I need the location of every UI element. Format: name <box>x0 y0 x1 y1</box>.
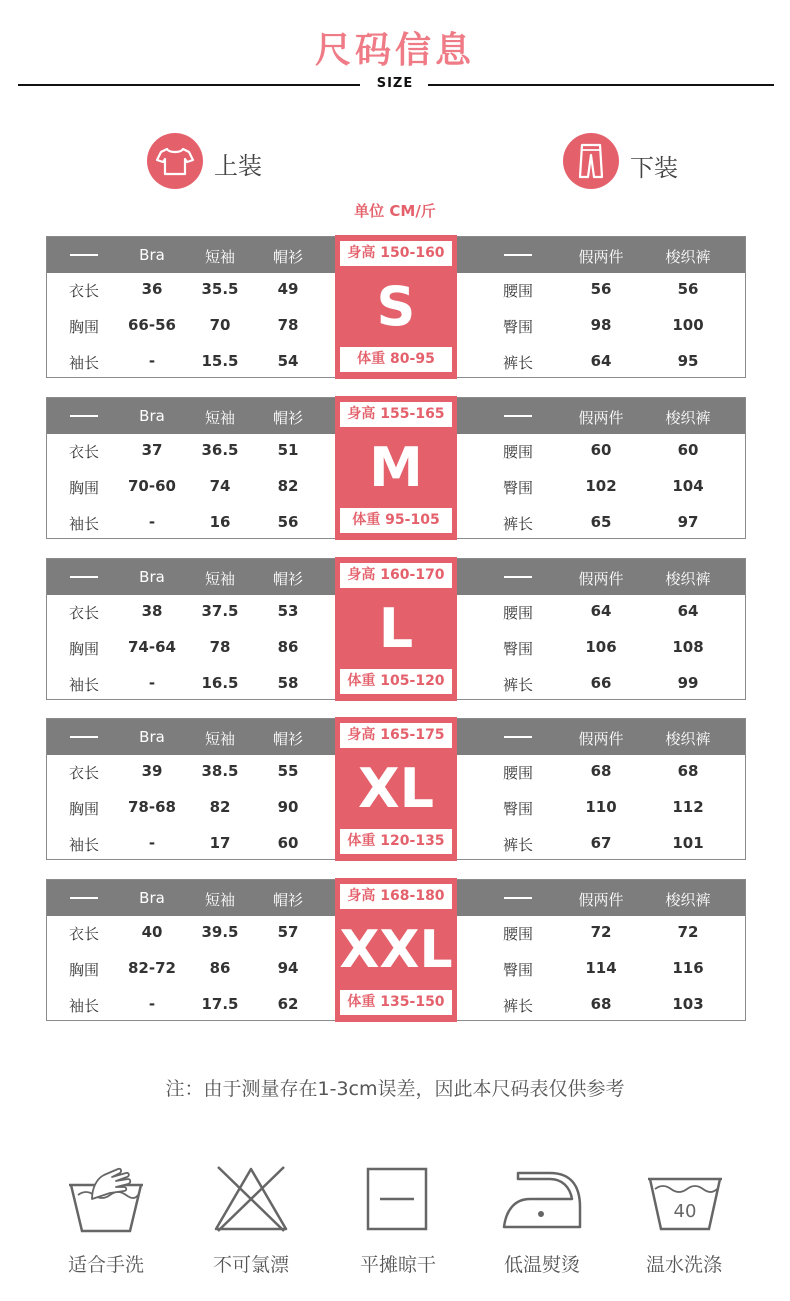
table-cell: - <box>148 834 156 852</box>
table-cell: 70 <box>209 316 231 334</box>
row-label: 腰围 <box>502 443 533 461</box>
category-bottom-label: 下装 <box>630 154 678 182</box>
size-letter: XL <box>357 757 435 820</box>
care-label-no-bleach: 不可氯漂 <box>212 1254 289 1276</box>
height-range: 身高 168-180 <box>340 884 452 909</box>
row-label: 裤长 <box>502 676 533 694</box>
header-bottom-col: 假两件 <box>578 248 624 266</box>
header-dash-top <box>70 254 98 256</box>
row-label: 袖长 <box>68 836 99 854</box>
table-cell: 62 <box>277 995 299 1013</box>
row-label: 腰围 <box>502 764 533 782</box>
table-cell: 90 <box>277 798 299 816</box>
table-cell: 82 <box>209 798 231 816</box>
size-table-xl <box>46 718 746 860</box>
header-dash-bottom <box>504 576 532 578</box>
table-cell: 36 <box>141 280 163 298</box>
table-cell: 15.5 <box>201 352 239 370</box>
table-cell: 64 <box>590 352 612 370</box>
row-label: 衣长 <box>68 282 99 300</box>
row-label: 裤长 <box>502 997 533 1015</box>
row-label: 衣长 <box>68 443 99 461</box>
table-cell: 110 <box>585 798 617 816</box>
header-top-col: 短袖 <box>204 570 235 588</box>
table-cell: 101 <box>672 834 704 852</box>
size-letter: M <box>369 436 423 499</box>
size-badge <box>335 235 457 379</box>
table-cell: 106 <box>585 638 617 656</box>
table-cell: 51 <box>277 441 299 459</box>
header-dash-bottom <box>504 897 532 899</box>
category-top-label: 上装 <box>214 152 262 180</box>
table-cell: 57 <box>277 923 299 941</box>
table-cell: 40 <box>141 923 163 941</box>
table-cell: 38 <box>141 602 163 620</box>
row-label: 胸围 <box>68 961 99 979</box>
row-label: 衣长 <box>68 764 99 782</box>
header-dash-top <box>70 415 98 417</box>
row-label: 裤长 <box>502 515 533 533</box>
table-cell: 60 <box>277 834 299 852</box>
hand-wash-icon <box>66 1165 146 1237</box>
table-cell: 16 <box>209 513 231 531</box>
row-label: 袖长 <box>68 997 99 1015</box>
table-cell: 17.5 <box>201 995 239 1013</box>
header-dash-bottom <box>504 415 532 417</box>
row-label: 臀围 <box>502 800 533 818</box>
table-cell: 53 <box>277 602 299 620</box>
row-label: 衣长 <box>68 604 99 622</box>
table-cell: 38.5 <box>201 762 239 780</box>
table-cell: 66 <box>590 674 612 692</box>
table-cell: 72 <box>677 923 699 941</box>
header-bottom-col: 梭织裤 <box>665 730 711 748</box>
header-top-col: 短袖 <box>204 248 235 266</box>
header-bottom-col: 梭织裤 <box>665 891 711 909</box>
table-cell: 37.5 <box>201 602 239 620</box>
table-cell: 99 <box>677 674 699 692</box>
table-cell: 55 <box>277 762 299 780</box>
header-bottom-col: 假两件 <box>578 570 624 588</box>
table-cell: 56 <box>277 513 299 531</box>
header-top-col: 帽衫 <box>272 409 303 427</box>
header-bottom-col: 假两件 <box>578 891 624 909</box>
row-label: 臀围 <box>502 479 533 497</box>
row-label: 裤长 <box>502 354 533 372</box>
header-top-col: Bra <box>139 889 165 907</box>
header-top-col: Bra <box>139 728 165 746</box>
weight-range: 体重 105-120 <box>340 669 452 694</box>
table-cell: 94 <box>277 959 299 977</box>
table-cell: 39 <box>141 762 163 780</box>
header-dash-top <box>70 576 98 578</box>
table-cell: 70-60 <box>128 477 176 495</box>
table-cell: 17 <box>209 834 231 852</box>
table-cell: 78-68 <box>128 798 176 816</box>
table-cell: 78 <box>277 316 299 334</box>
table-cell: 39.5 <box>201 923 239 941</box>
table-cell: 68 <box>590 762 612 780</box>
table-cell: 103 <box>672 995 704 1013</box>
table-cell: 58 <box>277 674 299 692</box>
size-table-xxl <box>46 879 746 1021</box>
row-label: 袖长 <box>68 515 99 533</box>
table-cell: 64 <box>590 602 612 620</box>
care-label-dry-flat: 平摊晾干 <box>359 1254 436 1276</box>
care-label-low-iron: 低温熨烫 <box>503 1254 580 1276</box>
header-top-col: 帽衫 <box>272 891 303 909</box>
table-cell: 67 <box>590 834 612 852</box>
no-bleach-icon <box>214 1165 288 1233</box>
table-cell: 16.5 <box>201 674 239 692</box>
header-bottom-col: 假两件 <box>578 409 624 427</box>
header-dash-top <box>70 736 98 738</box>
table-cell: - <box>148 513 156 531</box>
size-letter: S <box>376 275 416 338</box>
weight-range: 体重 95-105 <box>340 508 452 533</box>
header-bottom-col: 梭织裤 <box>665 570 711 588</box>
table-cell: 68 <box>590 995 612 1013</box>
low-iron-icon <box>500 1167 584 1231</box>
size-badge <box>335 878 457 1022</box>
table-cell: 78 <box>209 638 231 656</box>
header-top-col: 帽衫 <box>272 248 303 266</box>
row-label: 胸围 <box>68 800 99 818</box>
table-cell: 102 <box>585 477 617 495</box>
height-range: 身高 150-160 <box>340 241 452 266</box>
header-top-col: Bra <box>139 568 165 586</box>
table-cell: 56 <box>590 280 612 298</box>
header-dash-bottom <box>504 736 532 738</box>
size-letter: L <box>378 597 414 660</box>
table-cell: 37 <box>141 441 163 459</box>
table-cell: 116 <box>672 959 704 977</box>
table-cell: - <box>148 995 156 1013</box>
height-range: 身高 160-170 <box>340 563 452 588</box>
row-label: 臀围 <box>502 961 533 979</box>
table-cell: 108 <box>672 638 704 656</box>
table-cell: 74 <box>209 477 231 495</box>
dry-flat-icon <box>366 1167 428 1231</box>
table-cell: 66-56 <box>128 316 176 334</box>
height-range: 身高 155-165 <box>340 402 452 427</box>
table-cell: 82 <box>277 477 299 495</box>
row-label: 裤长 <box>502 836 533 854</box>
table-cell: 100 <box>672 316 704 334</box>
table-cell: 74-64 <box>128 638 176 656</box>
care-label-hand-wash: 适合手洗 <box>67 1254 144 1276</box>
row-label: 腰围 <box>502 925 533 943</box>
size-table-m <box>46 397 746 539</box>
header-top-col: 短袖 <box>204 891 235 909</box>
table-cell: 86 <box>277 638 299 656</box>
size-badge <box>335 557 457 701</box>
pants-icon <box>563 133 619 189</box>
row-label: 袖长 <box>68 676 99 694</box>
tshirt-icon <box>147 133 203 189</box>
table-cell: 56 <box>677 280 699 298</box>
table-cell: 82-72 <box>128 959 176 977</box>
table-cell: 72 <box>590 923 612 941</box>
page-subtitle: SIZE <box>0 76 790 91</box>
row-label: 臀围 <box>502 318 533 336</box>
header-top-col: 短袖 <box>204 730 235 748</box>
table-cell: 98 <box>590 316 612 334</box>
row-label: 胸围 <box>68 479 99 497</box>
header-top-col: Bra <box>139 246 165 264</box>
weight-range: 体重 120-135 <box>340 829 452 854</box>
row-label: 袖长 <box>68 354 99 372</box>
table-cell: 97 <box>677 513 699 531</box>
header-bottom-col: 假两件 <box>578 730 624 748</box>
table-cell: - <box>148 352 156 370</box>
row-label: 腰围 <box>502 604 533 622</box>
header-bottom-col: 梭织裤 <box>665 409 711 427</box>
table-cell: 65 <box>590 513 612 531</box>
warm-wash-icon <box>645 1173 725 1233</box>
header-top-col: Bra <box>139 407 165 425</box>
care-label-warm-wash: 温水洗涤 <box>645 1254 722 1276</box>
wash-temperature: 40 <box>673 1201 697 1222</box>
table-cell: 54 <box>277 352 299 370</box>
table-cell: 112 <box>672 798 704 816</box>
size-badge <box>335 396 457 540</box>
header-bottom-col: 梭织裤 <box>665 248 711 266</box>
size-letter: XXL <box>339 920 453 980</box>
table-cell: 49 <box>277 280 299 298</box>
row-label: 臀围 <box>502 640 533 658</box>
row-label: 胸围 <box>68 318 99 336</box>
row-label: 腰围 <box>502 282 533 300</box>
table-cell: 35.5 <box>201 280 239 298</box>
table-cell: 36.5 <box>201 441 239 459</box>
header-top-col: 帽衫 <box>272 730 303 748</box>
table-cell: 60 <box>590 441 612 459</box>
table-cell: 104 <box>672 477 704 495</box>
table-cell: 86 <box>209 959 231 977</box>
table-cell: - <box>148 674 156 692</box>
measurement-note: 注：由于测量存在1-3cm误差，因此本尺码表仅供参考 <box>165 1078 625 1100</box>
table-cell: 95 <box>677 352 699 370</box>
header-top-col: 短袖 <box>204 409 235 427</box>
size-badge <box>335 717 457 861</box>
unit-label: 单位 CM/斤 <box>354 202 436 220</box>
row-label: 胸围 <box>68 640 99 658</box>
row-label: 衣长 <box>68 925 99 943</box>
page-title: 尺码信息 <box>314 30 475 71</box>
weight-range: 体重 135-150 <box>340 990 452 1015</box>
weight-range: 体重 80-95 <box>340 347 452 372</box>
table-cell: 64 <box>677 602 699 620</box>
table-cell: 114 <box>585 959 617 977</box>
header-top-col: 帽衫 <box>272 570 303 588</box>
table-cell: 60 <box>677 441 699 459</box>
size-table-s <box>46 236 746 378</box>
header-dash-top <box>70 897 98 899</box>
height-range: 身高 165-175 <box>340 723 452 748</box>
table-cell: 68 <box>677 762 699 780</box>
header-dash-bottom <box>504 254 532 256</box>
size-table-l <box>46 558 746 700</box>
